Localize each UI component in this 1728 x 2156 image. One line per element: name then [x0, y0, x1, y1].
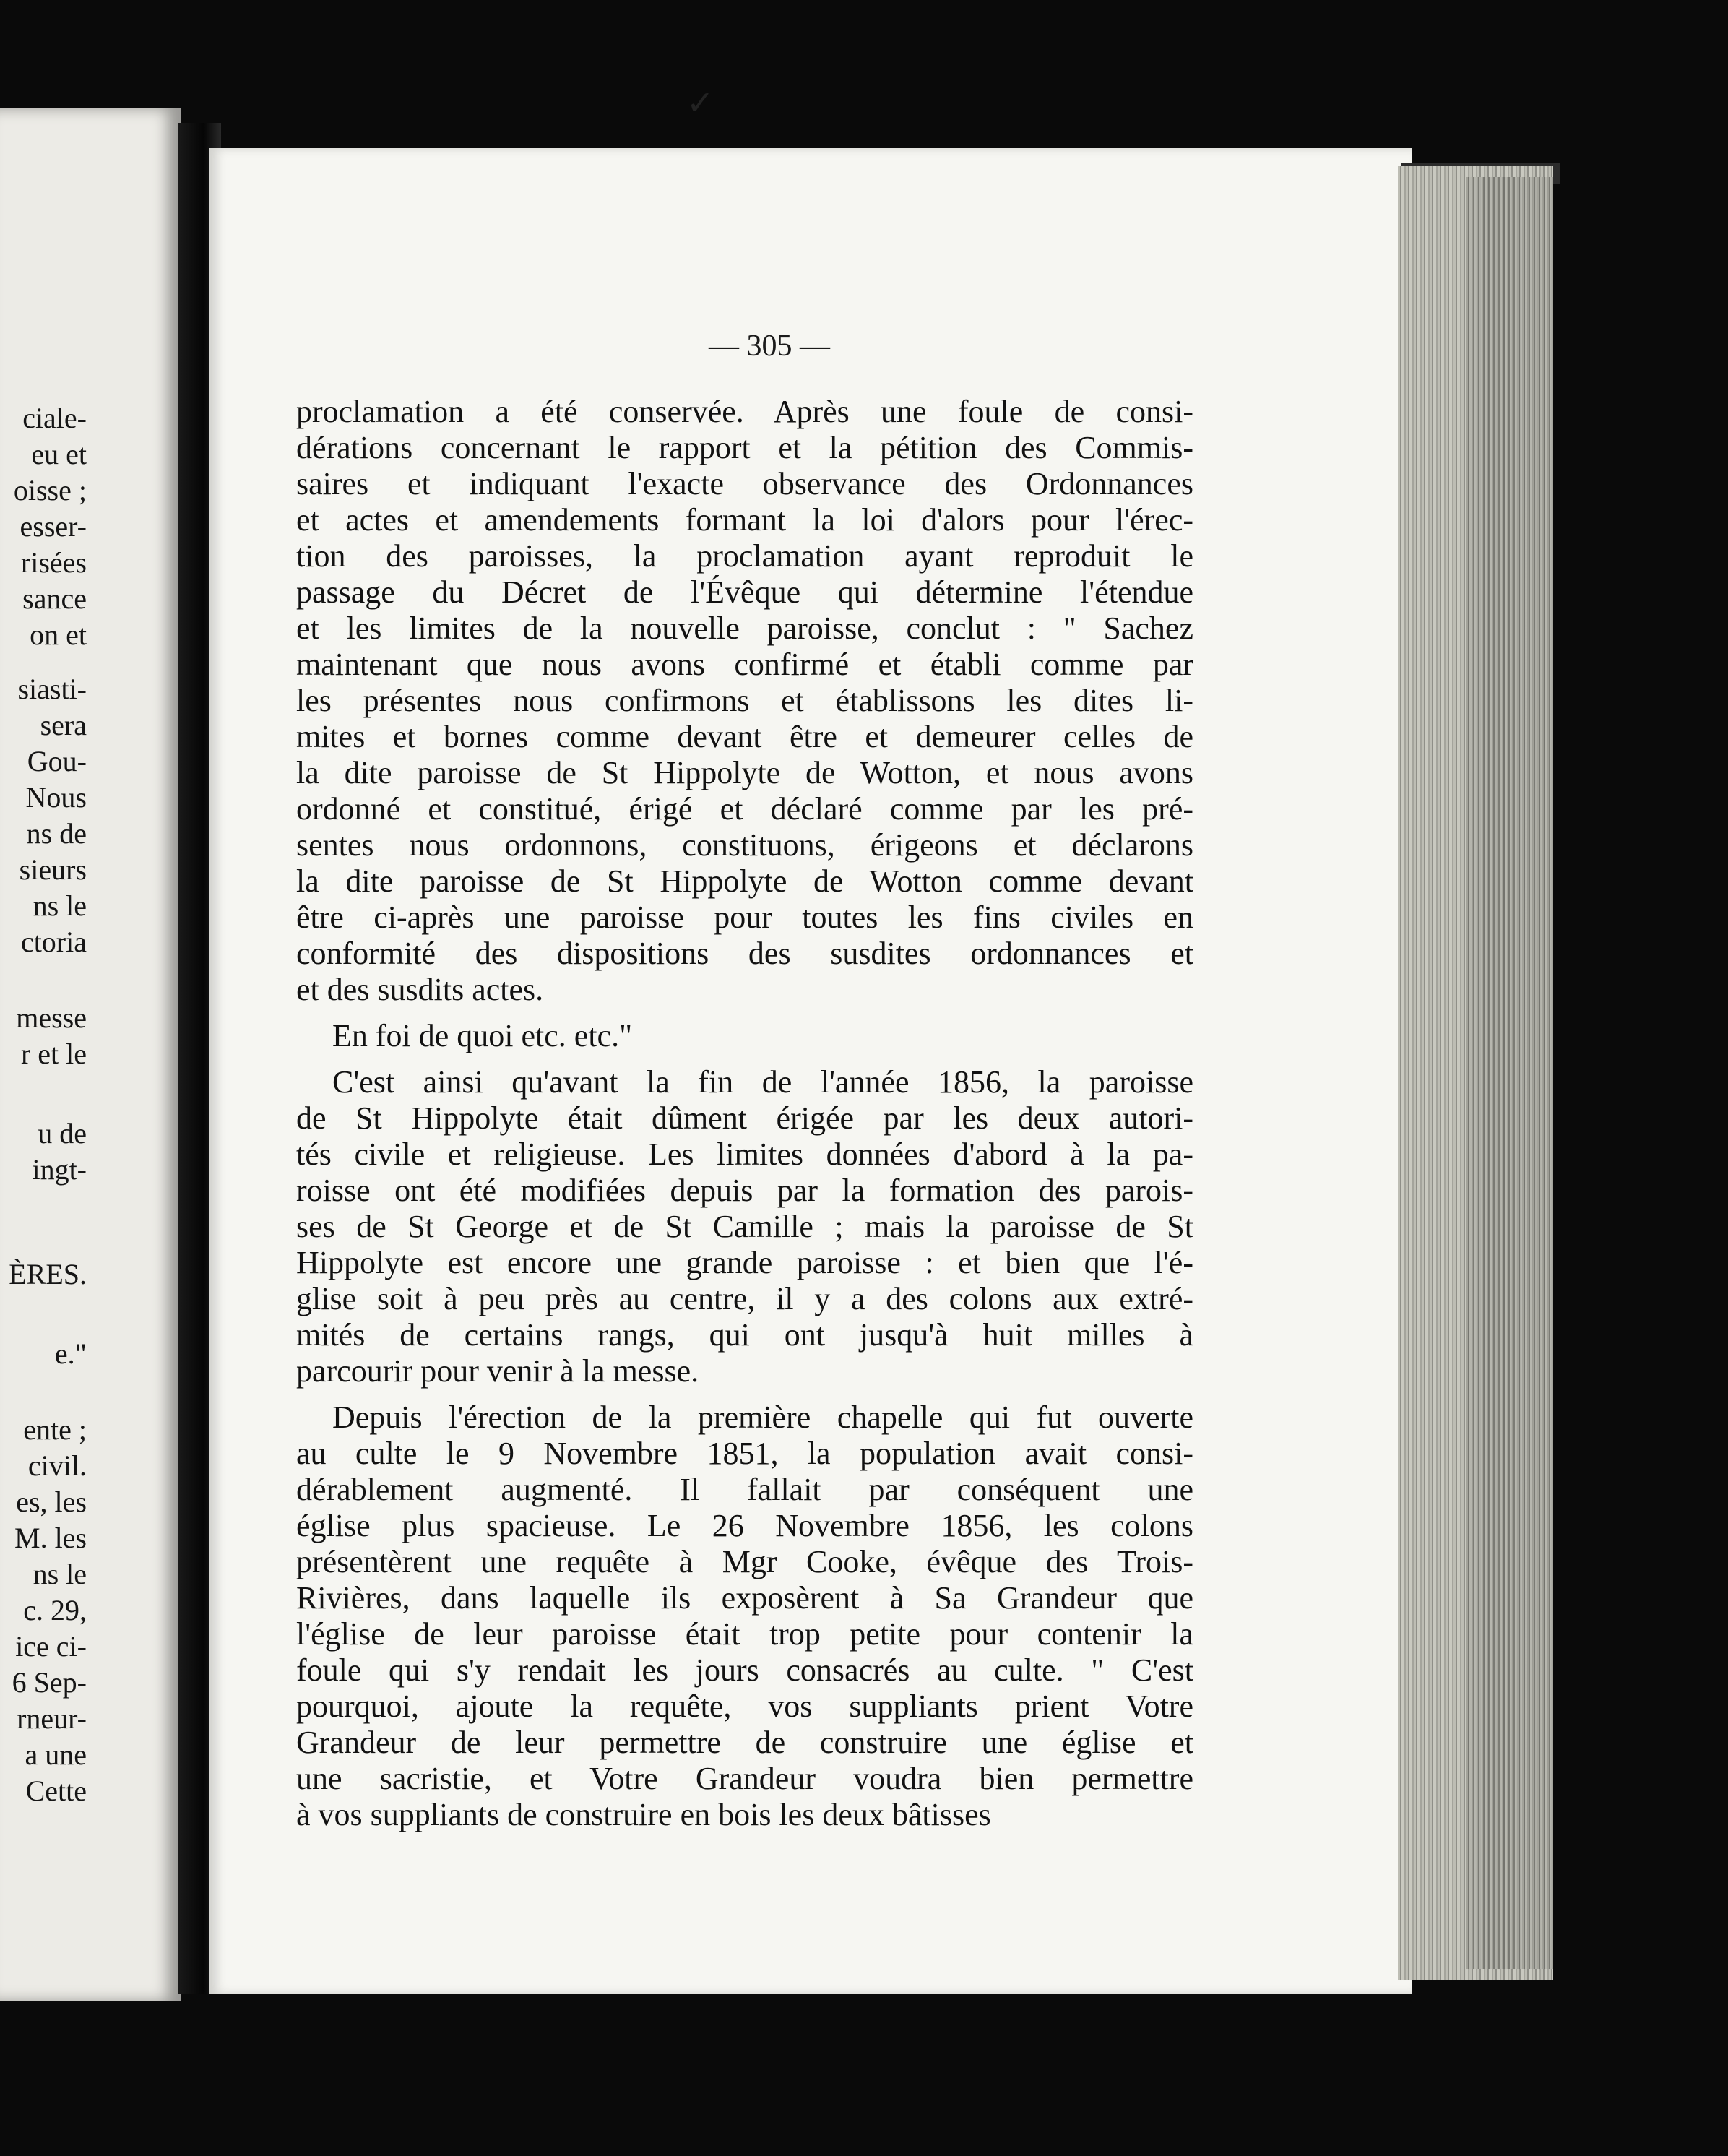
text-line: présentèrent une requête à Mgr Cooke, évêque des Trois- [296, 1544, 1193, 1579]
text-line: sentes nous ordonnons, constituons, érigeons et déclarons [296, 827, 1193, 863]
ink-mark: ✓ [686, 85, 714, 121]
previous-page-line: esser- [20, 510, 87, 543]
text-line: Grandeur de leur permettre de construire une église et [296, 1725, 1193, 1760]
previous-page-line: a une [25, 1738, 87, 1771]
body-text [296, 394, 1193, 1833]
text-line: de St Hippolyte était dûment érigée par les deux autori- [296, 1100, 1193, 1136]
page-number: — 305 — [709, 329, 830, 363]
text-line: et les limites de la nouvelle paroisse, conclut : " Sachez [296, 611, 1193, 646]
text-line: conformité des dispositions des susdites ordonnances et [296, 936, 1193, 971]
text-line: ses de St George et de St Camille ; mais la paroisse de St [296, 1209, 1193, 1244]
previous-page-line: ns de [26, 817, 87, 850]
text-line: roisse ont été modifiées depuis par la formation des parois- [296, 1173, 1193, 1208]
text-line: dérations concernant le rapport et la pétition des Commis- [296, 430, 1193, 465]
text-line: Depuis l'érection de la première chapelle qui fut ouverte [332, 1400, 1193, 1435]
previous-page-line: u de [38, 1117, 87, 1150]
text-line: mités de certains rangs, qui ont jusqu'à huit milles à [296, 1317, 1193, 1353]
previous-page-line: siasti- [17, 673, 87, 705]
paragraph [296, 1064, 1193, 1389]
previous-page-line: e." [54, 1337, 87, 1370]
previous-page-line: ingt- [32, 1153, 87, 1186]
text-line: maintenant que nous avons confirmé et établi comme par [296, 647, 1193, 682]
previous-page-line: Cette [25, 1775, 87, 1807]
previous-page-line: civil. [27, 1449, 87, 1482]
previous-page-line: ÈRES. [9, 1258, 87, 1290]
text-line: et actes et amendements formant la loi d'alors pour l'érec- [296, 502, 1193, 538]
previous-page-line: eu et [31, 438, 87, 470]
text-line: au culte le 9 Novembre 1851, la population avait consi- [296, 1436, 1193, 1471]
previous-page-line: oisse ; [13, 474, 87, 506]
text-line: mites et bornes comme devant être et demeurer celles de [296, 719, 1193, 754]
text-line: parcourir pour venir à la messe. [296, 1353, 699, 1389]
previous-page-line: Nous [25, 781, 87, 814]
text-line: glise soit à peu près au centre, il y a des colons aux extré- [296, 1281, 1193, 1316]
text-line: Rivières, dans laquelle ils exposèrent à Sa Grandeur que [296, 1580, 1193, 1616]
page-fore-edge-inner [1466, 177, 1553, 1969]
text-line: la dite paroisse de St Hippolyte de Wotton, et nous avons [296, 755, 1193, 790]
previous-page-line: c. 29, [23, 1594, 87, 1626]
text-line: proclamation a été conservée. Après une foule de consi- [296, 394, 1193, 429]
previous-page-line: sieurs [19, 853, 87, 886]
previous-page-line: ice ci- [15, 1630, 87, 1663]
previous-page-line: 6 Sep- [12, 1666, 87, 1699]
text-line: la dite paroisse de St Hippolyte de Wotton comme devant [296, 863, 1193, 899]
text-line: une sacristie, et Votre Grandeur voudra bien permettre [296, 1761, 1193, 1796]
text-line: saires et indiquant l'exacte observance des Ordonnances [296, 466, 1193, 501]
previous-page-line: messe [16, 1001, 87, 1034]
previous-page [0, 108, 181, 2001]
previous-page-line: es, les [16, 1486, 87, 1518]
previous-page-line: sera [40, 709, 87, 741]
text-line: les présentes nous confirmons et établissons les dites li- [296, 683, 1193, 718]
text-line: passage du Décret de l'Évêque qui détermine l'étendue [296, 574, 1193, 610]
text-line: Hippolyte est encore une grande paroisse : et bien que l'é- [296, 1245, 1193, 1280]
text-line: pourquoi, ajoute la requête, vos suppliants prient Votre [296, 1689, 1193, 1724]
previous-page-line: ente ; [23, 1413, 87, 1446]
paragraph [296, 1018, 1193, 1054]
previous-page-line: ns le [33, 889, 87, 922]
text-line: tés civile et religieuse. Les limites données d'abord à la pa- [296, 1137, 1193, 1172]
text-line: à vos suppliants de construire en bois les deux bâtisses [296, 1797, 991, 1832]
text-line: être ci-après une paroisse pour toutes les fins civiles en [296, 900, 1193, 935]
previous-page-line: sance [22, 582, 87, 615]
text-line: foule qui s'y rendait les jours consacrés au culte. " C'est [296, 1652, 1193, 1688]
paragraph [296, 394, 1193, 1008]
previous-page-line: ctoria [20, 926, 87, 958]
text-line: tion des paroisses, la proclamation ayant reproduit le [296, 538, 1193, 574]
previous-page-line: risées [20, 546, 87, 579]
text-line: et des susdits actes. [296, 972, 544, 1007]
previous-page-line: ciale- [22, 402, 87, 434]
previous-page-line: on et [30, 618, 87, 651]
previous-page-line: ns le [33, 1558, 87, 1590]
previous-page-line: M. les [14, 1522, 87, 1554]
previous-page-line: Gou- [27, 745, 87, 777]
previous-page-line: r et le [20, 1038, 87, 1070]
text-line: église plus spacieuse. Le 26 Novembre 1856, les colons [296, 1508, 1193, 1543]
previous-page-line: rneur- [17, 1702, 87, 1735]
text-line: dérablement augmenté. Il fallait par conséquent une [296, 1472, 1193, 1507]
text-line: ordonné et constitué, érigé et déclaré comme par les pré- [296, 791, 1193, 827]
paragraph [296, 1400, 1193, 1833]
text-line: En foi de quoi etc. etc." [332, 1018, 633, 1053]
text-line: l'église de leur paroisse était trop petite pour contenir la [296, 1616, 1193, 1652]
text-line: C'est ainsi qu'avant la fin de l'année 1856, la paroisse [332, 1064, 1193, 1100]
